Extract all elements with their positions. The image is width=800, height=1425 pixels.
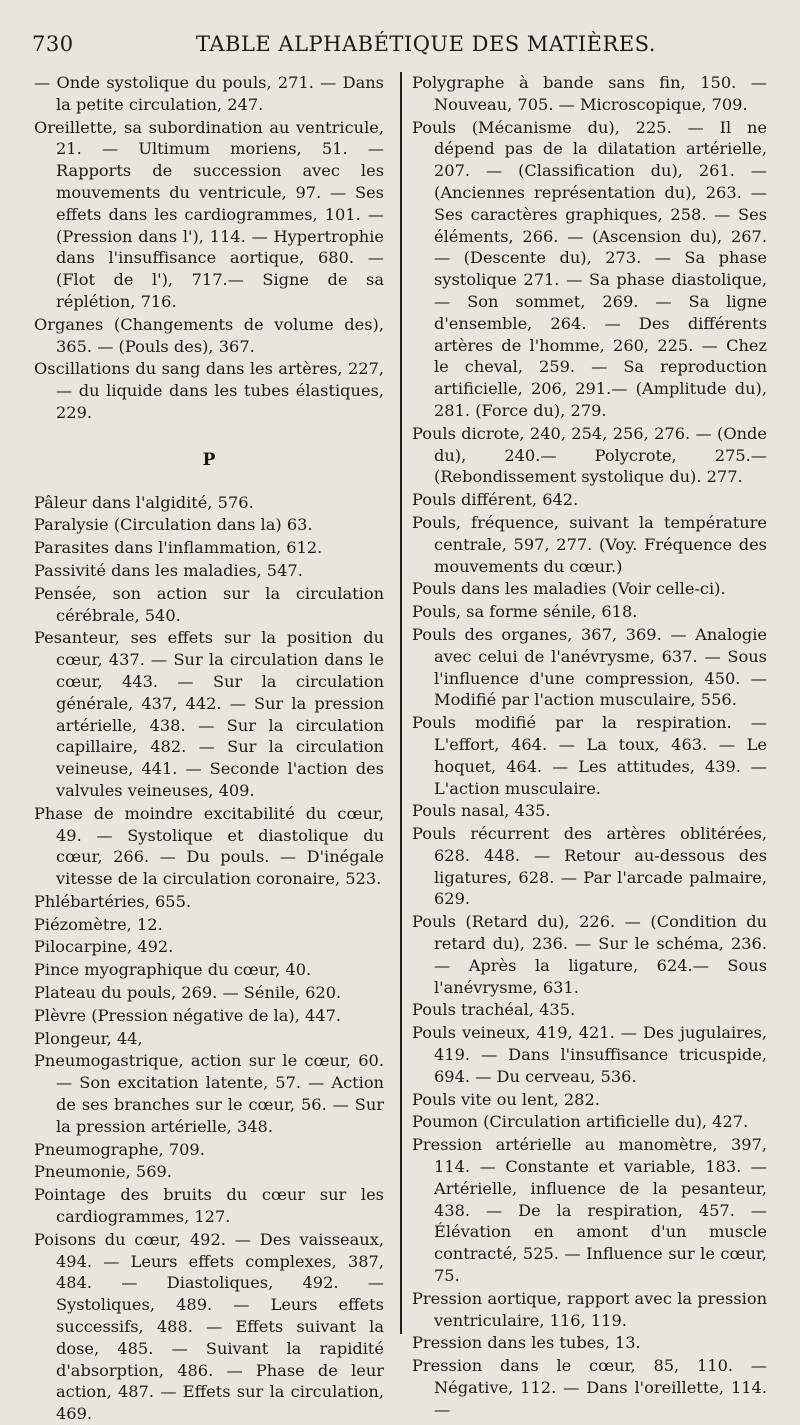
index-entry: — Onde systolique du pouls, 271. — Dans la petite circulation, 247.	[34, 73, 384, 114]
index-entry: Piézomètre, 12.	[34, 914, 163, 934]
index-entry: Pouls, fréquence, suivant la température centrale, 597, 277. (Voy. Fréquence des mouvements du cœur.)	[412, 512, 767, 576]
column-divider	[400, 72, 402, 1334]
index-entry: Phase de moindre excitabilité du cœur, 49. — Systolique et diastolique du cœur, 266. — Du pouls. — D'inégale vitesse de la circulation coronaire, 523.	[34, 803, 384, 889]
index-entry: Pouls vite ou lent, 282.	[412, 1089, 600, 1109]
index-entry: Pneumonie, 569.	[34, 1162, 172, 1182]
index-entry: Paralysie (Circulation dans la) 63.	[34, 515, 313, 535]
index-entry: Oscillations du sang dans les artères, 227, — du liquide dans les tubes élastiques, 229.	[34, 359, 384, 422]
index-entry: Pouls, sa forme sénile, 618.	[412, 602, 638, 622]
index-entry: Plateau du pouls, 269. — Sénile, 620.	[34, 983, 342, 1003]
running-title: TABLE ALPHABÉTIQUE DES MATIÈRES.	[196, 32, 656, 56]
index-entry: Pneumographe, 709.	[34, 1139, 205, 1159]
index-entry: Pouls récurrent des artères oblitérées, 628. 448. — Retour au-dessous des ligatures, 628. — Par l'arcade palmaire, 629.	[412, 824, 767, 909]
index-entry: Organes (Changements de volume des), 365. — (Pouls des), 367.	[34, 314, 384, 356]
index-entry: Oreillette, sa subordination au ventricule, 21. — Ultimum moriens, 51. — Rapports de succession avec les mouvements du ventricule, 97. — Ses effets dans les cardiogrammes, 101. — (Pression dans l'), 114. — Hypertrophie dans l'insuffisance aortique, 680. — (Flot de l'), 717.— Signe de sa réplétion, 716.	[34, 117, 384, 311]
index-entry: Pression dans les tubes, 13.	[412, 1333, 641, 1353]
index-entry: Phlébartéries, 655.	[34, 891, 192, 911]
index-entry: Polygraphe à bande sans fin, 150. — Nouveau, 705. — Microscopique, 709.	[412, 73, 767, 114]
index-entry: Pilocarpine, 492.	[34, 937, 174, 957]
index-entry: Pneumogastrique, action sur le cœur, 60. — Son excitation latente, 57. — Action de ses branches sur le cœur, 56. — Sur la pression artérielle, 348.	[34, 1051, 384, 1136]
index-entry: Pression dans le cœur, 85, 110. — Négative, 112. — Dans l'oreillette, 114. —	[412, 1356, 767, 1419]
index-entry: Pouls veineux, 419, 421. — Des jugulaires, 419. — Dans l'insuffisance tricuspide, 694. — Du cerveau, 536.	[412, 1023, 767, 1086]
section-letter: P	[202, 449, 216, 470]
index-entry: Pouls (Mécanisme du), 225. — Il ne dépend pas de la dilatation artérielle, 207. — (Classification du), 261. — (Anciennes représentation du), 263. — Ses caractères graphiques, 258. — Ses éléments, 266. — (Ascension du), 267. — (Descente du), 273. — Sa phase systolique 271. — Sa phase diastolique, — Son sommet, 269. — Sa ligne d'ensemble, 264. — Des différents artères de l'homme, 260, 225. — Chez le cheval, 259. — Sa reproduction artificielle, 206, 291.— (Amplitude du), 281. (Force du), 279.	[412, 117, 767, 420]
index-entry: Pouls (Retard du), 226. — (Condition du retard du), 236. — Sur le schéma, 236. — Après la ligature, 624.— Sous l'anévrysme, 631.	[412, 912, 767, 997]
index-entry: Pensée, son action sur la circulation cérébrale, 540.	[34, 583, 384, 625]
index-entry: Pointage des bruits du cœur sur les cardiogrammes, 127.	[34, 1185, 384, 1227]
left-entries-bottom	[34, 492, 384, 1425]
index-entry: Pouls trachéal, 435.	[412, 1000, 576, 1020]
left-column	[34, 72, 384, 1424]
index-entry: Pouls dans les maladies (Voir celle-ci).	[412, 579, 726, 599]
index-entry: Pâleur dans l'algidité, 576.	[34, 492, 254, 512]
index-entry: Plèvre (Pression négative de la), 447.	[34, 1005, 342, 1025]
index-entry: Pouls modifié par la respiration. — L'effort, 464. — La toux, 463. — Le hoquet, 464. — Les attitudes, 439. — L'action musculaire.	[412, 713, 767, 798]
page-number: 730	[32, 32, 74, 56]
index-entry: Pouls différent, 642.	[412, 490, 579, 510]
index-entry: Plongeur, 44,	[34, 1028, 143, 1048]
right-column	[412, 72, 767, 1419]
index-entry: Pesanteur, ses effets sur la position du cœur, 437. — Sur la circulation dans le cœur, 443. — Sur la circulation générale, 437, 442. — Sur la pression artérielle, 438. — Sur la circulation capillaire, 482. — Sur la circulation veineuse, 441. — Seconde l'action des valvules veineuses, 409.	[34, 628, 384, 800]
page-header	[32, 32, 780, 62]
index-entry: Poumon (Circulation artificielle du), 427.	[412, 1112, 749, 1132]
index-entry: Pression artérielle au manomètre, 397, 114. — Constante et variable, 183. — Artérielle, influence de la pesanteur, 438. — De la respiration, 457. — Élévation en amont d'un muscle contracté, 525. — Influence sur le cœur, 75.	[412, 1135, 767, 1286]
index-entry: Poisons du cœur, 492. — Des vaisseaux, 494. — Leurs effets complexes, 387, 484. — Diastoliques, 492. — Systoliques, 489. — Leurs effets successifs, 488. — Effets suivant la dose, 485. — Suivant la rapidité d'absorption, 486. — Phase de leur action, 487. — Effets sur la circulation, 469.	[34, 1229, 384, 1424]
index-entry: Pouls dicrote, 240, 254, 256, 276. — (Onde du), 240.— Polycrote, 275.— (Rebondissement systolique du). 277.	[412, 423, 767, 487]
left-entries-top	[34, 72, 384, 424]
index-entry: Parasites dans l'inflammation, 612.	[34, 538, 323, 558]
index-entry: Pression aortique, rapport avec la pression ventriculaire, 116, 119.	[412, 1288, 767, 1330]
index-entry: Pouls nasal, 435.	[412, 801, 551, 821]
index-entry: Pouls des organes, 367, 369. — Analogie avec celui de l'anévrysme, 637. — Sous l'influence d'une compression, 450. — Modifié par l'action musculaire, 556.	[412, 624, 767, 710]
index-entry: Pince myographique du cœur, 40.	[34, 960, 312, 980]
index-entry: Passivité dans les maladies, 547.	[34, 560, 303, 580]
